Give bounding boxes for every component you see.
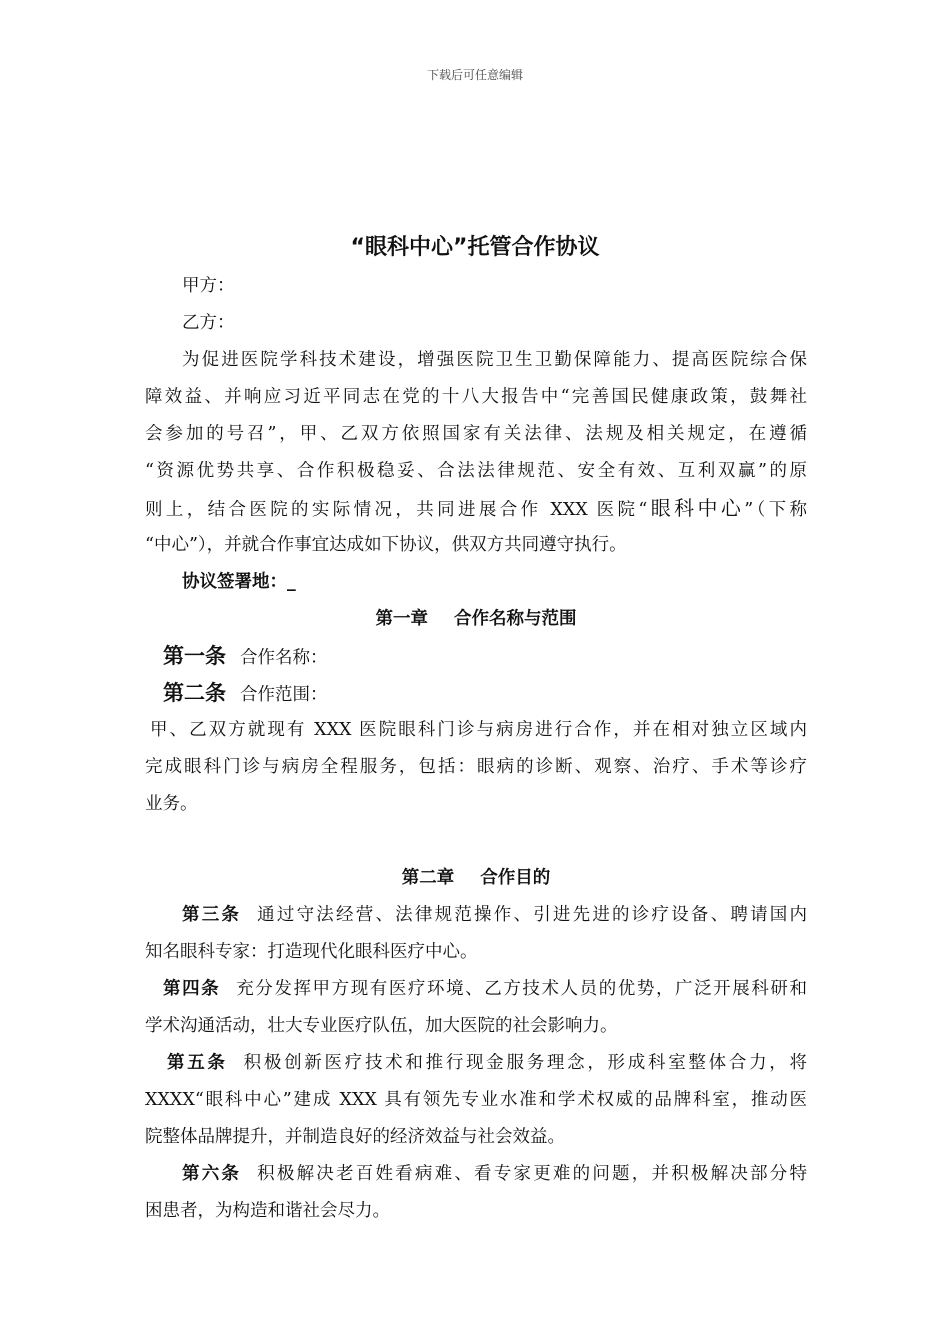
article-6-line-2: 困患者，为构造和谐社会尽力。 (145, 1201, 390, 1221)
spacer (145, 823, 807, 860)
preamble-line-5-part-a: 则上，结合医院的实际情况，共同进展合作 XXX 医院“ (145, 500, 648, 520)
article-2 (145, 675, 807, 712)
page-header-note: 下载后可任意编辑 (426, 68, 523, 82)
document-body (145, 268, 807, 1230)
article-4-line-2: 学术沟通活动，壮大专业医疗队伍，加大医院的社会影响力。 (145, 1016, 618, 1036)
article-3-label: 第三条 (182, 905, 242, 925)
document-title: “眼科中心”托管合作协议 (350, 235, 600, 260)
preamble-line-4: “资源优势共享、合作积极稳妥、合法法律规范、安全有效、互利双赢”的原 (145, 461, 807, 481)
preamble-line-2: 障效益、并响应习近平同志在党的十八大报告中“完善国民健康政策，鼓舞社 (145, 387, 807, 407)
article-5-line-2: XXXX“眼科中心”建成 XXX 具有领先专业水准和学术权威的品牌科室，推动医 (145, 1090, 807, 1110)
article-5-line-1 (145, 1045, 807, 1082)
preamble-emphasis-text: 眼科中心 (647, 496, 745, 520)
article-5-text: 积极创新医疗技术和推行现金服务理念，形成科室整体合力，将 (243, 1053, 808, 1073)
preamble-line-5 (145, 490, 807, 527)
article-2-text: 合作范围： (240, 685, 328, 705)
article-4-label: 第四条 (163, 979, 221, 999)
party-a-line: 甲方： (182, 276, 235, 296)
article-6-label: 第六条 (182, 1164, 242, 1184)
chapter-2-number: 第二章 (401, 868, 455, 888)
article-6-line-1 (145, 1156, 807, 1193)
article-4-line-1 (145, 971, 807, 1008)
article-2-body-line-2: 完成眼科门诊与病房全程服务，包括：眼病的诊断、观察、治疗、手术等诊疗 (145, 757, 807, 777)
article-6-text: 积极解决老百姓看病难、看专家更难的问题，并积极解决部分特 (257, 1164, 808, 1184)
article-3-line-2: 知名眼科专家：打造现代化眼科医疗中心。 (145, 942, 478, 962)
chapter-1-title: 合作名称与范围 (454, 609, 577, 629)
chapter-1-heading (145, 601, 807, 638)
article-5-line-3: 院整体品牌提升，并制造良好的经济效益与社会效益。 (145, 1127, 565, 1147)
article-4-text: 充分发挥甲方现有医疗环境、乙方技术人员的优势，广泛开展科研和 (236, 979, 807, 999)
preamble-line-3: 会参加的号召”，甲、乙双方依照国家有关法律、法规及相关规定，在遵循 (145, 424, 807, 444)
article-2-body-line-1: 甲、乙双方就现有 XXX 医院眼科门诊与病房进行合作，并在相对独立区域内 (150, 720, 807, 740)
article-1-text: 合作名称： (240, 648, 328, 668)
preamble-line-5-part-b: ”（下称 (744, 500, 808, 520)
article-1-label: 第一条 (163, 644, 226, 668)
article-3-line-1 (145, 897, 807, 934)
chapter-2-heading (145, 860, 807, 897)
article-5-label: 第五条 (167, 1053, 228, 1073)
chapter-2-title: 合作目的 (480, 868, 551, 888)
preamble-line-6: “中心”），并就合作事宜达成如下协议，供双方共同遵守执行。 (145, 535, 627, 555)
chapter-1-number: 第一章 (375, 609, 428, 629)
article-2-label: 第二条 (163, 681, 226, 705)
article-1 (145, 638, 807, 675)
party-b-line: 乙方： (182, 313, 235, 333)
signing-place: 协议签署地：_ (182, 572, 296, 592)
article-2-body-line-3: 业务。 (145, 794, 198, 814)
preamble-line-1: 为促进医院学科技术建设，增强医院卫生卫勤保障能力、提高医院综合保 (182, 350, 807, 370)
article-3-text: 通过守法经营、法律规范操作、引进先进的诊疗设备、聘请国内 (257, 905, 808, 925)
